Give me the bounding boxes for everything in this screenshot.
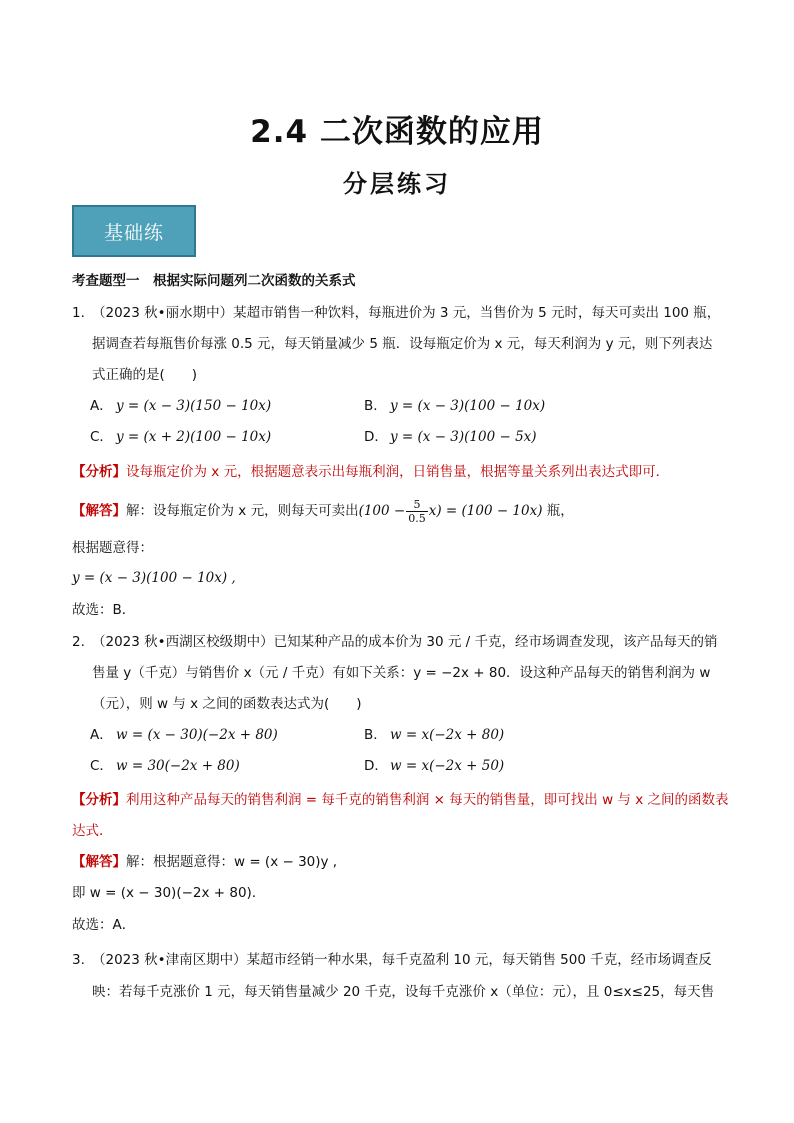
q1-equation: y = (x − 3)(100 − 10x) , bbox=[72, 570, 236, 586]
q2-stem-line2: 售量 y（千克）与销售价 x（元 / 千克）有如下关系：y = −2x + 80．设这种产品每天的销售利润为 w bbox=[92, 665, 711, 681]
q2-analysis-text-2: 达式． bbox=[72, 823, 113, 839]
q1-option-b-expr: y = (x − 3)(100 − 10x) bbox=[390, 398, 546, 414]
q3-stem-line1: （2023 秋•津南区期中）某超市经销一种水果，每千克盈利 10 元，每天销售 500 千克，经市场调查反 bbox=[92, 952, 712, 968]
q2-option-a-letter: A． bbox=[90, 727, 113, 743]
q1-solution-tag: 【解答】 bbox=[72, 503, 126, 519]
doc-title: 2.4 二次函数的应用 bbox=[250, 114, 544, 150]
q1-option-c-letter: C． bbox=[90, 429, 113, 445]
q1-solution-expr-b: x) = (100 − 10x) bbox=[428, 503, 543, 519]
section-heading: 考查题型一 根据实际问题列二次函数的关系式 bbox=[72, 273, 356, 289]
q1-option-d-expr: y = (x − 3)(100 − 5x) bbox=[390, 429, 537, 445]
doc-subtitle: 分层练习 bbox=[343, 170, 451, 198]
q1-number: 1. bbox=[72, 305, 85, 321]
q1-option-d bbox=[364, 427, 537, 447]
q1-option-c bbox=[90, 427, 271, 447]
level-label-box: 基础练 bbox=[72, 205, 196, 257]
q1-stem-line3: 式正确的是( ) bbox=[92, 367, 198, 383]
q1-solution-expr-a: (100 − bbox=[358, 503, 406, 519]
q2-analysis bbox=[72, 790, 728, 810]
q2-choice: 故选：A． bbox=[72, 917, 136, 933]
q2-stem-line1: （2023 秋•西湖区校级期中）已知某种产品的成本价为 30 元 / 千克，经市场调查发现，该产品每天的销 bbox=[92, 634, 718, 650]
q1-analysis-tag: 【分析】 bbox=[72, 464, 126, 480]
q1-analysis bbox=[72, 462, 669, 482]
q2-solution bbox=[72, 852, 337, 872]
q1-choice: 故选：B． bbox=[72, 602, 136, 618]
q1-option-a-letter: A． bbox=[90, 398, 113, 414]
q1-fraction-numerator: 5 bbox=[406, 498, 428, 512]
q2-option-a-expr: w = (x − 30)(−2x + 80) bbox=[116, 727, 278, 743]
q3-stem-line2: 映：若每千克涨价 1 元，每天销售量减少 20 千克，设每千克涨价 x（单位：元），且 0≤x≤25，每天售 bbox=[92, 984, 715, 1000]
q2-option-a bbox=[90, 725, 278, 745]
q1-fraction-denominator: 0.5 bbox=[408, 511, 426, 525]
q2-number: 2. bbox=[72, 634, 85, 650]
q2-option-c-expr: w = 30(−2x + 80) bbox=[116, 758, 240, 774]
q1-solution-fraction bbox=[406, 498, 428, 525]
q1-by-meaning: 根据题意得： bbox=[72, 540, 153, 556]
q1-option-c-expr: y = (x + 2)(100 − 10x) bbox=[116, 429, 272, 445]
q2-analysis-text-1: 利用这种产品每天的销售利润 = 每千克的销售利润 × 每天的销售量，即可找出 w 与 x 之间的函数表 bbox=[126, 792, 729, 808]
q1-solution-text: 解：设每瓶定价为 x 元，则每天可卖出 bbox=[126, 503, 359, 519]
q1-stem-line1: （2023 秋•丽水期中）某超市销售一种饮料，每瓶进价为 3 元，当售价为 5 元时，每天可卖出 100 瓶， bbox=[92, 305, 721, 321]
q2-equation: 即 w = (x − 30)(−2x + 80)． bbox=[72, 885, 266, 901]
q2-option-b bbox=[364, 725, 504, 745]
q1-option-d-letter: D． bbox=[364, 429, 388, 445]
q1-solution bbox=[72, 496, 574, 526]
q2-option-d bbox=[364, 756, 504, 776]
q2-option-d-letter: D． bbox=[364, 758, 388, 774]
q2-option-b-letter: B． bbox=[364, 727, 387, 743]
q1-option-b-letter: B． bbox=[364, 398, 387, 414]
q1-solution-post: 瓶， bbox=[542, 503, 574, 519]
q1-analysis-text: 设每瓶定价为 x 元，根据题意表示出每瓶利润，日销售量，根据等量关系列出表达式即可． bbox=[126, 464, 670, 480]
q1-stem-line2: 据调查若每瓶售价每涨 0.5 元，每天销量减少 5 瓶．设每瓶定价为 x 元，每天利润为 y 元，则下列表达 bbox=[92, 336, 713, 352]
q2-solution-tag: 【解答】 bbox=[72, 854, 126, 870]
q2-option-c-letter: C． bbox=[90, 758, 113, 774]
q2-solution-text: 解：根据题意得：w = (x − 30)y , bbox=[126, 854, 338, 870]
q3-number: 3. bbox=[72, 952, 85, 968]
q1-option-b bbox=[364, 396, 545, 416]
q2-option-b-expr: w = x(−2x + 80) bbox=[390, 727, 505, 743]
q2-stem-line3: （元），则 w 与 x 之间的函数表达式为( ) bbox=[92, 696, 362, 712]
q1-option-a-expr: y = (x − 3)(150 − 10x) bbox=[116, 398, 272, 414]
q2-analysis-tag: 【分析】 bbox=[72, 792, 126, 808]
q2-option-d-expr: w = x(−2x + 50) bbox=[390, 758, 505, 774]
q2-option-c bbox=[90, 756, 240, 776]
q1-option-a bbox=[90, 396, 271, 416]
